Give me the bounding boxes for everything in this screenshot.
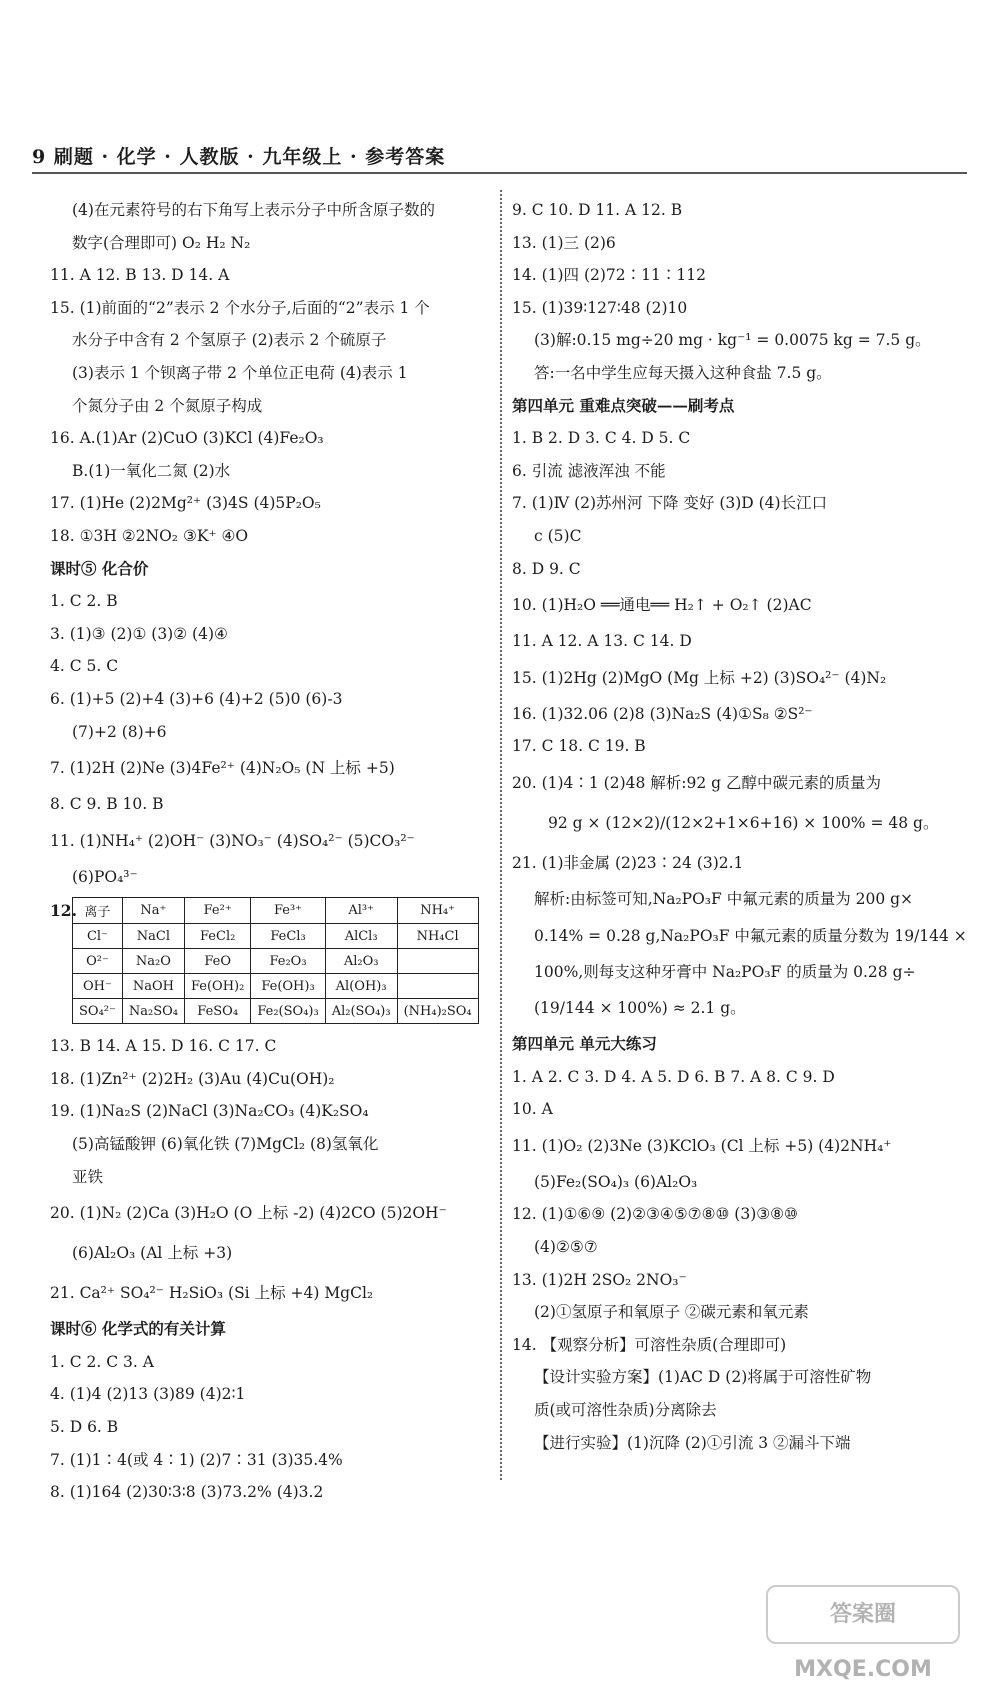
answer-line: (3)表示 1 个钡离子带 2 个单位正电荷 (4)表示 1 bbox=[72, 363, 408, 382]
answer-line: 6. 引流 滤液浑浊 不能 bbox=[512, 461, 666, 480]
answer-line: 个氮分子由 2 个氮原子构成 bbox=[72, 396, 263, 415]
table-cell: FeCl₂ bbox=[184, 924, 250, 949]
answer-line: 20. (1)N₂ (2)Ca (3)H₂O (O 上标 -2) (4)2CO (5)2OH⁻ bbox=[50, 1204, 447, 1223]
answer-line: (3)解:0.15 mg÷20 mg · kg⁻¹ = 0.0075 kg = 7.5 g。 bbox=[534, 331, 931, 350]
answer-line: 亚铁 bbox=[72, 1167, 104, 1186]
answer-line: 7. (1)1∶4(或 4∶1) (2)7∶31 (3)35.4% bbox=[50, 1450, 343, 1469]
ion-compound-table bbox=[72, 897, 479, 1024]
answer-line: 20. (1)4∶1 (2)48 解析:92 g 乙醇中碳元素的质量为 bbox=[512, 773, 882, 792]
answer-line: 7. (1)Ⅳ (2)苏州河 下降 变好 (3)D (4)长江口 bbox=[512, 494, 828, 513]
answer-line: 8. D 9. C bbox=[512, 559, 581, 578]
table-cell: FeSO₄ bbox=[184, 999, 250, 1024]
answer-line: 7. (1)2H (2)Ne (3)4Fe²⁺ (4)N₂O₅ (N 上标 +5) bbox=[50, 759, 395, 778]
answer-line: (19/144 × 100%) ≈ 2.1 g。 bbox=[534, 999, 746, 1018]
table-cell: Fe(OH)₂ bbox=[184, 974, 250, 999]
table-cell: Al(OH)₃ bbox=[325, 974, 397, 999]
ion-table-number: 12. bbox=[50, 901, 77, 921]
answer-line: (6)PO₄³⁻ bbox=[72, 867, 138, 886]
table-cell: NH₄Cl bbox=[397, 924, 478, 949]
answer-line: 数字(合理即可) O₂ H₂ N₂ bbox=[72, 233, 251, 252]
left-answer-lines-continued bbox=[50, 1030, 490, 1509]
answer-line: (2)①氢原子和氧原子 ②碳元素和氧元素 bbox=[534, 1303, 809, 1322]
table-header-row bbox=[73, 898, 479, 924]
answer-line: 1. A 2. C 3. D 4. A 5. D 6. B 7. A 8. C 9. D bbox=[512, 1067, 835, 1086]
answer-line: 11. A 12. A 13. C 14. D bbox=[512, 632, 692, 651]
answer-line: 100%,则每支这种牙膏中 Na₂PO₃F 的质量为 0.28 g÷ bbox=[534, 962, 916, 981]
header-rule bbox=[32, 172, 967, 174]
answer-line: 21. (1)非金属 (2)23∶24 (3)2.1 bbox=[512, 853, 744, 872]
answer-line: 10. (1)H₂O ══通电══ H₂↑ + O₂↑ (2)AC bbox=[512, 596, 812, 615]
table-cell: SO₄²⁻ bbox=[73, 999, 123, 1024]
answer-line: B.(1)一氧化二氮 (2)水 bbox=[72, 461, 231, 480]
answer-line: 1. C 2. B bbox=[50, 592, 118, 611]
table-cell: Cl⁻ bbox=[73, 924, 123, 949]
left-column bbox=[50, 194, 490, 1509]
section-heading: 第四单元 单元大练习 bbox=[512, 1034, 657, 1054]
answer-line: (7)+2 (8)+6 bbox=[72, 722, 167, 741]
table-header-cell: NH₄⁺ bbox=[397, 898, 478, 924]
answer-line: 17. C 18. C 19. B bbox=[512, 737, 646, 756]
answer-line: 19. (1)Na₂S (2)NaCl (3)Na₂CO₃ (4)K₂SO₄ bbox=[50, 1102, 369, 1121]
answer-line: 92 g × (12×2)/(12×2+1×6+16) × 100% = 48 g。 bbox=[548, 813, 939, 832]
table-cell bbox=[397, 949, 478, 974]
table-cell: Fe(OH)₃ bbox=[251, 974, 325, 999]
answer-line: 11. (1)O₂ (2)3Ne (3)KClO₃ (Cl 上标 +5) (4)2NH₄⁺ bbox=[512, 1136, 892, 1155]
answer-line: (4)在元素符号的右下角写上表示分子中所含原子数的 bbox=[72, 201, 435, 219]
answer-line: 质(或可溶性杂质)分离除去 bbox=[534, 1401, 717, 1420]
answer-line: 3. (1)③ (2)① (3)② (4)④ bbox=[50, 624, 228, 643]
table-header-cell: Na⁺ bbox=[122, 898, 184, 924]
answer-line: (5)高锰酸钾 (6)氧化铁 (7)MgCl₂ (8)氢氧化 bbox=[72, 1135, 379, 1154]
table-cell: AlCl₃ bbox=[325, 924, 397, 949]
answer-line: 16. A.(1)Ar (2)CuO (3)KCl (4)Fe₂O₃ bbox=[50, 429, 324, 448]
answer-line: 15. (1)39∶127∶48 (2)10 bbox=[512, 298, 688, 317]
section-heading: 课时⑤ 化合价 bbox=[50, 558, 149, 578]
section-heading: 第四单元 重难点突破——刷考点 bbox=[512, 395, 735, 415]
answer-line: c (5)C bbox=[534, 526, 582, 545]
table-cell: NaOH bbox=[122, 974, 184, 999]
table-row bbox=[73, 999, 479, 1024]
answer-line: 1. B 2. D 3. C 4. D 5. C bbox=[512, 429, 691, 448]
answer-line: 14. (1)四 (2)72∶11∶112 bbox=[512, 266, 706, 285]
answer-line: 1. C 2. C 3. A bbox=[50, 1352, 154, 1371]
answer-line: 8. (1)164 (2)30∶3∶8 (3)73.2% (4)3.2 bbox=[50, 1483, 324, 1502]
answer-line: 12. (1)①⑥⑨ (2)②③④⑤⑦⑧⑩ (3)③⑧⑩ bbox=[512, 1205, 798, 1224]
table-cell: Al₂O₃ bbox=[325, 949, 397, 974]
answer-line: 17. (1)He (2)2Mg²⁺ (3)4S (4)5P₂O₅ bbox=[50, 494, 321, 513]
table-cell: Fe₂(SO₄)₃ bbox=[251, 999, 325, 1024]
table-row bbox=[73, 974, 479, 999]
table-cell: Na₂O bbox=[122, 949, 184, 974]
ion-table-block bbox=[50, 897, 490, 1024]
answer-line: 15. (1)前面的“2”表示 2 个水分子,后面的“2”表示 1 个 bbox=[50, 298, 430, 317]
answer-line: 【进行实验】(1)沉降 (2)①引流 3 ②漏斗下端 bbox=[534, 1433, 851, 1452]
table-cell: FeCl₃ bbox=[251, 924, 325, 949]
answer-line: 6. (1)+5 (2)+4 (3)+6 (4)+2 (5)0 (6)-3 bbox=[50, 689, 343, 708]
table-row bbox=[73, 949, 479, 974]
table-cell bbox=[397, 974, 478, 999]
answer-line: 5. D 6. B bbox=[50, 1418, 119, 1437]
answer-line: 16. (1)32.06 (2)8 (3)Na₂S (4)①S₈ ②S²⁻ bbox=[512, 704, 813, 723]
table-row bbox=[73, 924, 479, 949]
answer-line: 11. (1)NH₄⁺ (2)OH⁻ (3)NO₃⁻ (4)SO₄²⁻ (5)CO₃²⁻ bbox=[50, 831, 415, 850]
left-answer-lines bbox=[50, 194, 490, 893]
answer-line: 0.14% = 0.28 g,Na₂PO₃F 中氟元素的质量分数为 19/144 × bbox=[534, 926, 967, 945]
answer-line: 14. 【观察分析】可溶性杂质(合理即可) bbox=[512, 1335, 787, 1354]
table-cell: O²⁻ bbox=[73, 949, 123, 974]
table-cell: OH⁻ bbox=[73, 974, 123, 999]
table-header-cell: 离子 bbox=[73, 898, 123, 924]
table-cell: Na₂SO₄ bbox=[122, 999, 184, 1024]
table-header-cell: Fe³⁺ bbox=[251, 898, 325, 924]
table-cell: Fe₂O₃ bbox=[251, 949, 325, 974]
watermark-logo: 答案圈 MXQE.COM bbox=[766, 1585, 960, 1644]
answer-line: 11. A 12. B 13. D 14. A bbox=[50, 266, 230, 285]
answer-line: 答:一名中学生应每天摄入这种食盐 7.5 g。 bbox=[534, 363, 832, 382]
table-cell: NaCl bbox=[122, 924, 184, 949]
answer-line: 10. A bbox=[512, 1100, 553, 1119]
answer-line: 水分子中含有 2 个氢原子 (2)表示 2 个硫原子 bbox=[72, 331, 387, 350]
right-answer-lines bbox=[512, 194, 967, 1459]
table-cell: FeO bbox=[184, 949, 250, 974]
answer-line: 13. B 14. A 15. D 16. C 17. C bbox=[50, 1037, 277, 1056]
answer-line: 4. (1)4 (2)13 (3)89 (4)2∶1 bbox=[50, 1385, 246, 1404]
answer-line: 9. C 10. D 11. A 12. B bbox=[512, 201, 683, 219]
answer-line: 8. C 9. B 10. B bbox=[50, 795, 164, 814]
answer-line: 21. Ca²⁺ SO₄²⁻ H₂SiO₃ (Si 上标 +4) MgCl₂ bbox=[50, 1284, 374, 1303]
answer-line: (5)Fe₂(SO₄)₃ (6)Al₂O₃ bbox=[534, 1172, 698, 1191]
answer-line: 13. (1)2H 2SO₂ 2NO₃⁻ bbox=[512, 1270, 687, 1289]
answer-line: 4. C 5. C bbox=[50, 657, 119, 676]
right-column bbox=[512, 194, 967, 1459]
answer-line: 【设计实验方案】(1)AC D (2)将属于可溶性矿物 bbox=[534, 1368, 872, 1387]
answer-line: 15. (1)2Hg (2)MgO (Mg 上标 +2) (3)SO₄²⁻ (4)N₂ bbox=[512, 668, 887, 687]
answer-line: 13. (1)三 (2)6 bbox=[512, 233, 616, 252]
page-header: 9 刷题 · 化学 · 人教版 · 九年级上 · 参考答案 bbox=[32, 146, 446, 168]
answer-line: 18. ①3H ②2NO₂ ③K⁺ ④O bbox=[50, 526, 249, 545]
answer-line: 解析:由标签可知,Na₂PO₃F 中氟元素的质量为 200 g× bbox=[534, 889, 914, 908]
section-heading: 课时⑥ 化学式的有关计算 bbox=[50, 1319, 226, 1339]
column-divider bbox=[500, 190, 502, 1480]
answer-line: (4)②⑤⑦ bbox=[534, 1238, 598, 1257]
table-cell: (NH₄)₂SO₄ bbox=[397, 999, 478, 1024]
answer-line: (6)Al₂O₃ (Al 上标 +3) bbox=[72, 1244, 233, 1263]
table-header-cell: Fe²⁺ bbox=[184, 898, 250, 924]
answer-line: 18. (1)Zn²⁺ (2)2H₂ (3)Au (4)Cu(OH)₂ bbox=[50, 1069, 335, 1088]
table-header-cell: Al³⁺ bbox=[325, 898, 397, 924]
table-cell: Al₂(SO₄)₃ bbox=[325, 999, 397, 1024]
